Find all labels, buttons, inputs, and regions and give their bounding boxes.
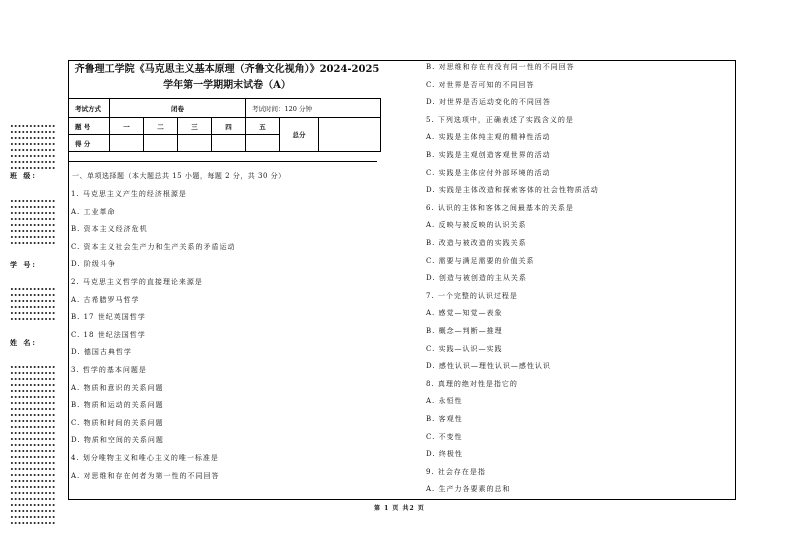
answer-option: A. 实践是主体纯主观的精神性活动 bbox=[426, 133, 551, 142]
page-footer: 第 1 页 共2 页 bbox=[374, 505, 425, 512]
answer-option: A. 永恒性 bbox=[426, 397, 463, 406]
seal-line-dots bbox=[10, 200, 56, 248]
answer-option: B. 概念—判断—推理 bbox=[426, 327, 503, 335]
score-cell bbox=[178, 135, 212, 152]
answer-option: C. 18 世纪法国哲学 bbox=[71, 330, 146, 339]
question-stem: 9. 社会存在是指 bbox=[426, 467, 486, 476]
answer-option: B. 实践是主观创造客观世界的活动 bbox=[426, 151, 551, 159]
section-number: 三 bbox=[178, 118, 212, 135]
answer-option: B. 对思维和存在有没有同一性的不同回答 bbox=[426, 63, 575, 71]
score-cell bbox=[144, 135, 178, 152]
question-number-label: 题 号 bbox=[69, 118, 110, 135]
seal-line-dots bbox=[10, 125, 56, 173]
section-number: 一 bbox=[110, 118, 144, 135]
answer-option: C. 实践—认识—实践 bbox=[426, 344, 503, 353]
answer-option: D. 实践是主体改造和探索客体的社会性物质活动 bbox=[426, 186, 599, 195]
exam-time: 考试时间：120 分钟 bbox=[246, 99, 381, 118]
answer-option: D. 阶级斗争 bbox=[71, 260, 116, 269]
answer-option: D. 物质和空间的关系问题 bbox=[71, 436, 164, 445]
question-stem: 1. 马克思主义产生的经济根源是 bbox=[71, 190, 187, 198]
exam-method-label: 考试方式 bbox=[69, 99, 110, 118]
student-id-label: 学 号: bbox=[10, 260, 38, 269]
question-stem: 2. 马克思主义哲学的直接理论来源是 bbox=[71, 278, 203, 286]
answer-option: D. 感性认识—理性认识—感性认识 bbox=[426, 362, 551, 371]
answer-option: C. 资本主义社会生产力和生产关系的矛盾运动 bbox=[71, 242, 236, 251]
name-label: 姓 名: bbox=[10, 338, 38, 347]
answer-option: D. 终极性 bbox=[426, 450, 463, 459]
answer-option: C. 不变性 bbox=[426, 432, 463, 441]
answer-option: B. 改造与被改造的实践关系 bbox=[426, 239, 527, 247]
answer-option: D. 创造与被创造的主从关系 bbox=[426, 274, 527, 283]
section-number: 二 bbox=[144, 118, 178, 135]
exam-method-value: 闭卷 bbox=[110, 99, 246, 118]
score-cell bbox=[110, 135, 144, 152]
answer-option: B. 客观性 bbox=[426, 415, 463, 423]
answer-option: C. 需要与满足需要的价值关系 bbox=[426, 256, 535, 265]
score-cell bbox=[212, 135, 246, 152]
question-stem: 7. 一个完整的认识过程是 bbox=[426, 291, 518, 300]
answer-option: A. 生产力各要素的总和 bbox=[426, 485, 511, 494]
divider bbox=[68, 161, 377, 162]
score-label: 得 分 bbox=[69, 135, 110, 152]
question-stem: 6. 认识的主体和客体之间最基本的关系是 bbox=[426, 203, 574, 212]
question-stem: 4. 划分唯物主义和唯心主义的唯一标准是 bbox=[71, 454, 219, 462]
section-number: 四 bbox=[212, 118, 246, 135]
answer-option: D. 德国古典哲学 bbox=[71, 348, 132, 357]
answer-option: C. 实践是主体应付外部环境的活动 bbox=[426, 168, 551, 177]
answer-option: B. 17 世纪英国哲学 bbox=[71, 313, 146, 322]
answer-option: C. 对世界是否可知的不同回答 bbox=[426, 80, 535, 89]
seal-line-dots bbox=[10, 288, 56, 324]
answer-option: A. 物质和意识的关系问题 bbox=[71, 383, 164, 392]
answer-option: C. 物质和时间的关系问题 bbox=[71, 418, 164, 427]
question-stem: 5. 下列选项中，正确表述了实践含义的是 bbox=[426, 115, 574, 124]
question-stem: 3. 哲学的基本问题是 bbox=[71, 366, 147, 374]
answer-option: B. 资本主义经济危机 bbox=[71, 225, 148, 234]
answer-option: B. 物质和运动的关系问题 bbox=[71, 401, 164, 410]
exam-title: 齐鲁理工学院《马克思主义基本原理（齐鲁文化视角）》2024-2025 学年第一学期期末试卷（A） bbox=[74, 64, 380, 91]
answer-option: A. 工业革命 bbox=[71, 207, 116, 216]
total-score-cell bbox=[319, 118, 381, 152]
answer-option: D. 对世界是否运动变化的不同回答 bbox=[426, 98, 551, 107]
question-stem: 8. 真理的绝对性是指它的 bbox=[426, 379, 518, 388]
answer-option: A. 感觉—知觉—表象 bbox=[426, 309, 503, 318]
seal-line-dots bbox=[10, 366, 56, 528]
total-score-label: 总分 bbox=[280, 118, 319, 152]
score-cell bbox=[246, 135, 280, 152]
class-label: 班 级: bbox=[10, 171, 38, 180]
answer-option: A. 对思维和存在何者为第一性的不同回答 bbox=[71, 471, 220, 480]
section-heading: 一、单项选择题（本大题总共 15 小题，每题 2 分，共 30 分） bbox=[72, 172, 286, 180]
score-table bbox=[68, 98, 381, 152]
answer-option: A. 反映与被反映的认识关系 bbox=[426, 221, 527, 230]
answer-option: A. 古希腊罗马哲学 bbox=[71, 295, 140, 304]
section-number: 五 bbox=[246, 118, 280, 135]
